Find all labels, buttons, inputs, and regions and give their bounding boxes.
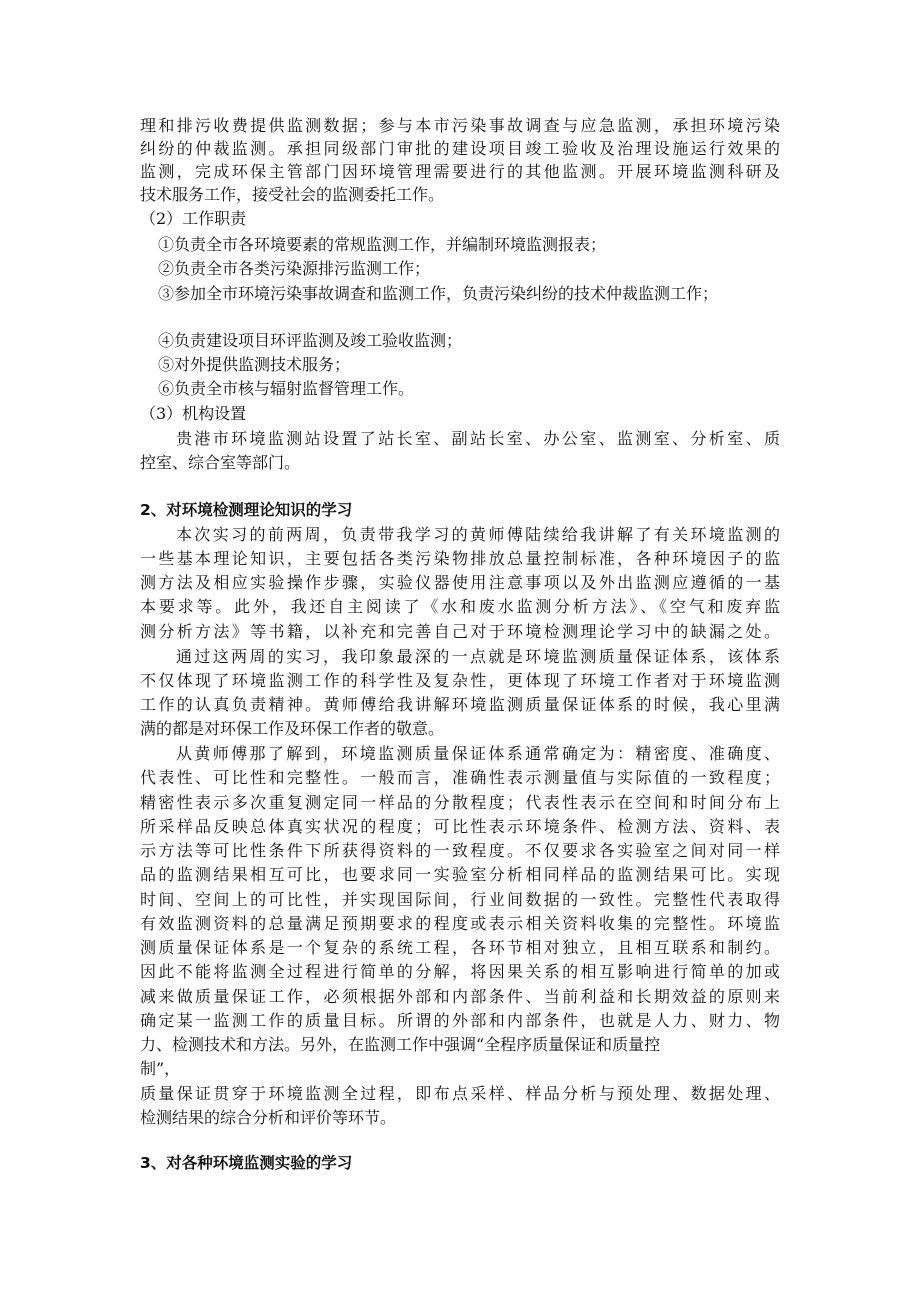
paragraph-line: 测方法及相应实验操作步骤，实验仪器使用注意事项以及外出监测应遵循的一基	[140, 573, 780, 592]
intro-line: 纠纷的仲裁监测。承担同级部门审批的建设项目竣工验收及治理设施运行效果的	[140, 139, 780, 158]
intro-line: 监测，完成环保主管部门因环境管理需要进行的其他监测。开展环境监测科研及	[140, 162, 780, 181]
paragraph-line: 工作的认真负责精神。黄师傅给我讲解环境监测质量保证体系的时候，我心里满	[140, 695, 780, 714]
intro-line: 理和排污收费提供监测数据；参与本市污染事故调查与应急监测，承担环境污染	[140, 116, 780, 135]
paragraph-line: 力、检测技术和方法。另外，在监测工作中强调“全程序质量保证和质量控	[140, 1035, 661, 1054]
paragraph-line: 因此不能将监测全过程进行简单的分解，将因果关系的相互影响进行简单的加或	[140, 962, 780, 981]
paragraph-line: 一些基本理论知识，主要包括各类污染物排放总量控制标准，各种环境因子的监	[140, 549, 780, 568]
section-heading: 2、对环境检测理论知识的学习	[140, 501, 353, 519]
duty-item: ⑤对外提供监测技术服务；	[158, 355, 351, 374]
paragraph-line: 质量保证贯穿于环境监测全过程，即布点采样、样品分析与预处理、数据处理、	[140, 1084, 780, 1103]
paragraph-line: 时间、空间上的可比性，并实现国际间，行业间数据的一致性。完整性代表取得	[140, 890, 780, 909]
duty-item: ①负责全市各环境要素的常规监测工作，并编制环境监测报表；	[158, 235, 607, 254]
org-line: 控室、综合室等部门。	[140, 453, 301, 472]
paragraph-line: 不仅体现了环境监测工作的科学性及复杂性，更体现了环境工作者对于环境监测	[140, 671, 780, 690]
duty-item: ⑥负责全市核与辐射监督管理工作。	[158, 379, 415, 398]
org-heading: （3）机构设置	[140, 404, 247, 423]
paragraph-line: 检测结果的综合分析和评价等环节。	[140, 1108, 397, 1127]
paragraph-line: 品的监测结果相互可比，也要求同一实验室分析相同样品的监测结果可比。实现	[140, 865, 780, 884]
paragraph-line: 示方法等可比性条件下所获得资料的一致程度。不仅要求各实验室之间对同一样	[140, 841, 780, 860]
paragraph-line: 本次实习的前两周，负责带我学习的黄师傅陆续给我讲解了有关环境监测的	[176, 525, 780, 544]
duty-item: ③参加全市环境污染事故调查和监测工作，负责污染纠纷的技术仲裁监测工作；	[158, 284, 719, 303]
paragraph-line: 测分析方法》等书籍，以补充和完善自己对于环境检测理论学习中的缺漏之处。	[140, 622, 780, 641]
paragraph-line: 所采样品反映总体真实状况的程度；可比性表示环境条件、检测方法、资料、表	[140, 817, 780, 836]
duty-item: ②负责全市各类污染源排污监测工作；	[158, 259, 431, 278]
paragraph-line: 从黄师傅那了解到，环境监测质量保证体系通常确定为：精密度、准确度、	[176, 744, 780, 763]
paragraph-line: 制”，	[140, 1059, 181, 1078]
duty-item: ④负责建设项目环评监测及竣工验收监测；	[158, 331, 463, 350]
section-heading: 3、对各种环境监测实验的学习	[140, 1154, 353, 1172]
paragraph-line: 通过这两周的实习，我印象最深的一点就是环境监测质量保证体系，该体系	[176, 647, 780, 666]
paragraph-line: 测质量保证体系是一个复杂的系统工程，各环节相对独立，且相互联系和制约。	[140, 938, 780, 957]
duties-heading: （2）工作职责	[140, 209, 247, 228]
paragraph-line: 满的都是对环保工作及环保工作者的敬意。	[140, 719, 445, 738]
paragraph-line: 代表性、可比性和完整性。一般而言，准确性表示测量值与实际值的一致程度；	[140, 768, 780, 787]
paragraph-line: 本要求等。此外，我还自主阅读了《水和废水监测分析方法》、《空气和废弃监	[140, 597, 780, 616]
paragraph-line: 确定某一监测工作的质量目标。所谓的外部和内部条件，也就是人力、财力、物	[140, 1011, 780, 1030]
paragraph-line: 精密性表示多次重复测定同一样品的分散程度；代表性表示在空间和时间分布上	[140, 793, 780, 812]
intro-line: 技术服务工作，接受社会的监测委托工作。	[140, 185, 445, 204]
org-line: 贵港市环境监测站设置了站长室、副站长室、办公室、监测室、分析室、质	[176, 429, 780, 448]
paragraph-line: 有效监测资料的总量满足预期要求的程度或表示相关资料收集的完整性。环境监	[140, 914, 780, 933]
paragraph-line: 减来做质量保证工作，必须根据外部和内部条件、当前利益和长期效益的原则来	[140, 987, 780, 1006]
